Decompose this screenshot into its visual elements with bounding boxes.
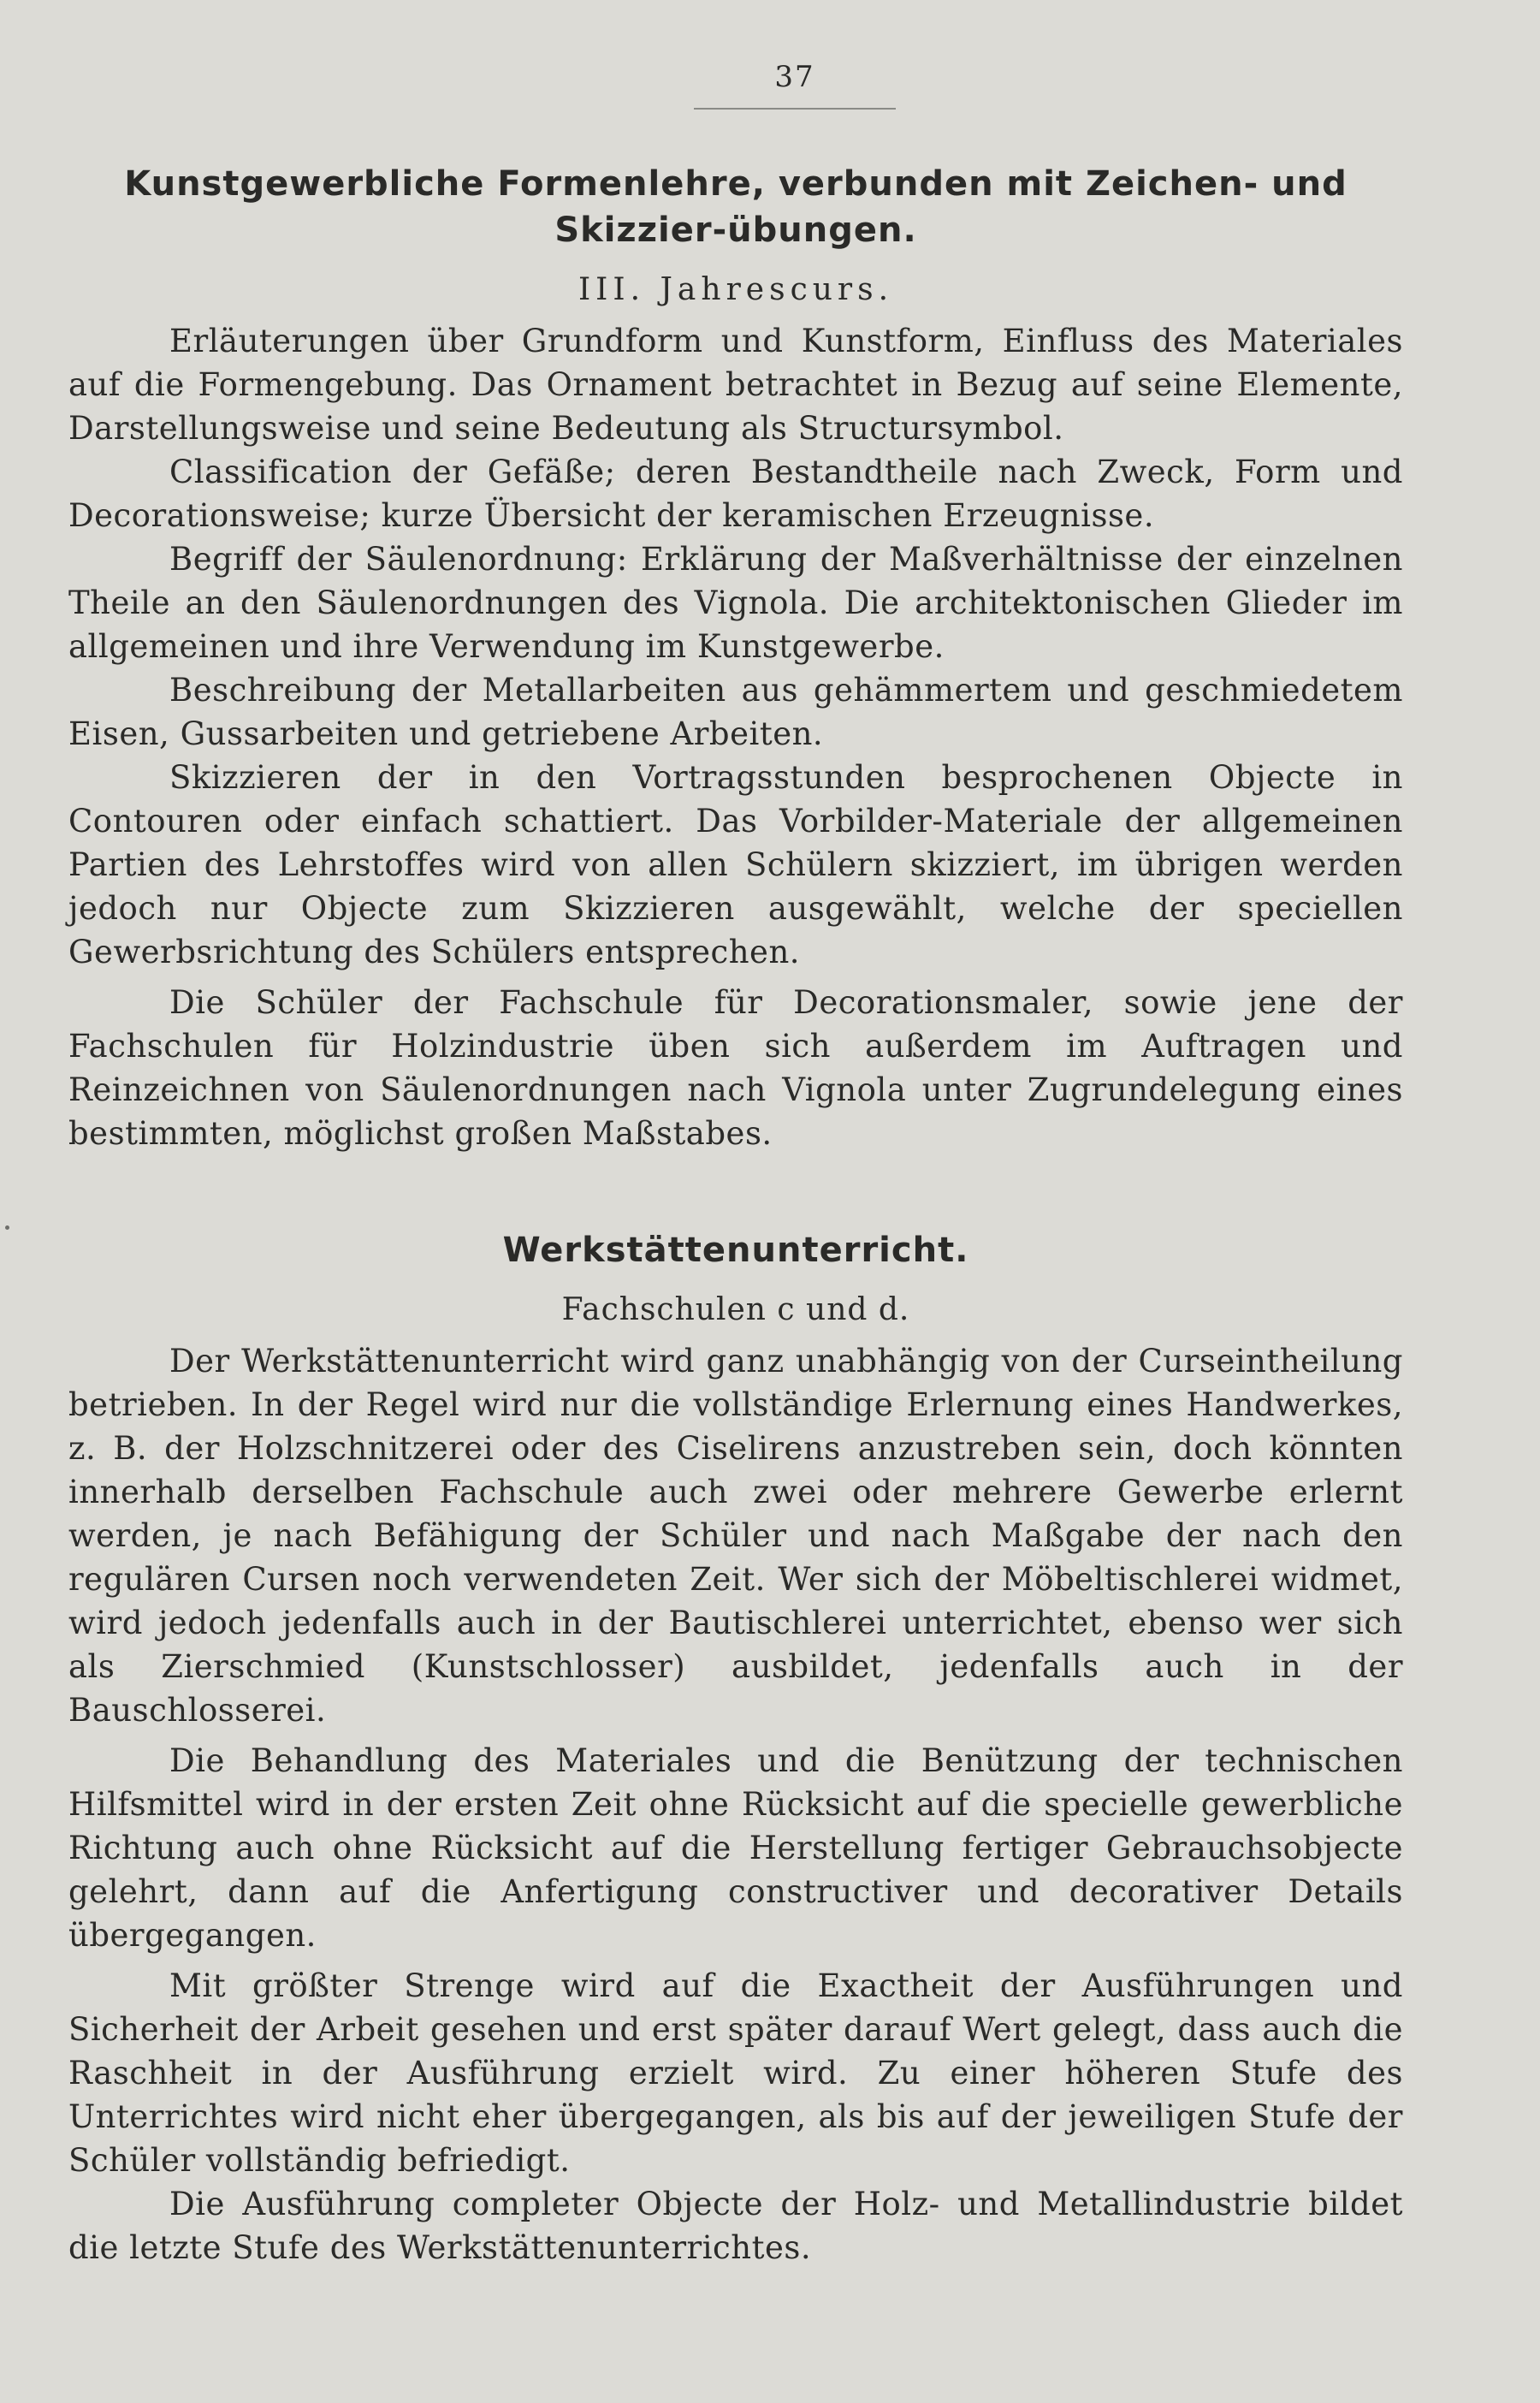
paragraph-decorationsmaler: Die Schüler der Fachschule für Decorationsmaler, sowie jene der Fachschulen für Holzindustrie üben sich außerdem im Auftragen und Reinzeichnen von Säulenordnungen nach Vignola unter Zugrundelegung eines bestimmten, möglichst großen Maßstabes. [68, 984, 1403, 1152]
paragraph-werkstaettenunterricht: Der Werkstättenunterricht wird ganz unabhängig von der Curseintheilung betrieben. In der Regel wird nur die vollständige Erlernung eines Handwerkes, z. B. der Holzschnitzerei oder des Ciselirens anzustreben sein, doch könnten innerhalb derselben Fachschule auch zwei oder mehrere Gewerbe erlernt werden, je nach Befähigung der Schüler und nach Maßgabe der nach den regulären Cursen noch verwendeten Zeit. Wer sich der Möbeltischlerei widmet, wird jedoch jedenfalls auch in der Bautischlerei unterrichtet, ebenso wer sich als Zierschmied (Kunstschlosser) ausbildet, jedenfalls auch in der Bauschlosserei. [68, 1343, 1403, 1729]
paragraph-skizzieren: Skizzieren der in den Vortragsstunden besprochenen Objecte in Contouren oder einfach schattiert. Das Vorbilder-Materiale der allgemeinen Partien des Lehrstoffes wird von allen Schülern skizziert, im übrigen werden jedoch nur Objecte zum Skizzieren ausgewählt, welche der speciellen Gewerbsrichtung des Schülers entsprechen. [68, 759, 1403, 970]
section-subtitle-jahrescurs: III. Jahrescurs. [578, 272, 894, 307]
section-title-formenlehre: Kunstgewerbliche Formenlehre, verbunden mit Zeichen- und Skizzier-übungen. [124, 164, 1348, 250]
paragraph-grundform: Erläuterungen über Grundform und Kunstform, Einfluss des Materiales auf die Formengebung. Das Ornament betrachtet in Bezug auf seine Elemente, Darstellungsweise und seine Bedeutung als Structursymbol. [68, 323, 1403, 447]
paragraph-saeulenordnung: Begriff der Säulenordnung: Erklärung der Maßverhältnisse der einzelnen Theile an den Säulenordnungen des Vignola. Die architektonischen Glieder im allgemeinen und ihre Verwendung im Kunstgewerbe. [68, 541, 1403, 665]
paragraph-metallarbeiten: Beschreibung der Metallarbeiten aus gehämmertem und geschmiedetem Eisen, Gussarbeiten und getriebene Arbeiten. [68, 672, 1403, 752]
page-number-rule [694, 108, 896, 110]
paragraph-gefaesse: Classification der Gefäße; deren Bestandtheile nach Zweck, Form und Decorationsweise; kurze Übersicht der keramischen Erzeugnisse. [68, 454, 1403, 534]
paper-speck [5, 1225, 9, 1230]
paragraph-behandlung: Die Behandlung des Materiales und die Benützung der technischen Hilfsmittel wird in der ersten Zeit ohne Rücksicht auf die specielle gewerbliche Richtung auch ohne Rücksicht auf die Herstellung fertiger Gebrauchsobjecte gelehrt, dann auf die Anfertigung constructiver und decorativer Details übergegangen. [68, 1742, 1403, 1954]
page-number: 37 [774, 60, 815, 94]
paragraph-strenge: Mit größter Strenge wird auf die Exactheit der Ausführungen und Sicherheit der Arbeit gesehen und erst später darauf Wert gelegt, dass auch die Raschheit in der Ausführung erzielt wird. Zu einer höheren Stufe des Unterrichtes wird nicht eher übergegangen, als bis auf der jeweiligen Stufe der Schüler vollständig befriedigt. [68, 1967, 1403, 2179]
section-subtitle-fachschulen: Fachschulen c und d. [561, 1292, 910, 1327]
document-page [68, 60, 1403, 2270]
paragraph-ausfuehrung: Die Ausführung completer Objecte der Holz- und Metallindustrie bildet die letzte Stufe des Werkstättenunterrichtes. [68, 2186, 1403, 2266]
section-title-werkstaetten: Werkstättenunterricht. [502, 1231, 969, 1270]
